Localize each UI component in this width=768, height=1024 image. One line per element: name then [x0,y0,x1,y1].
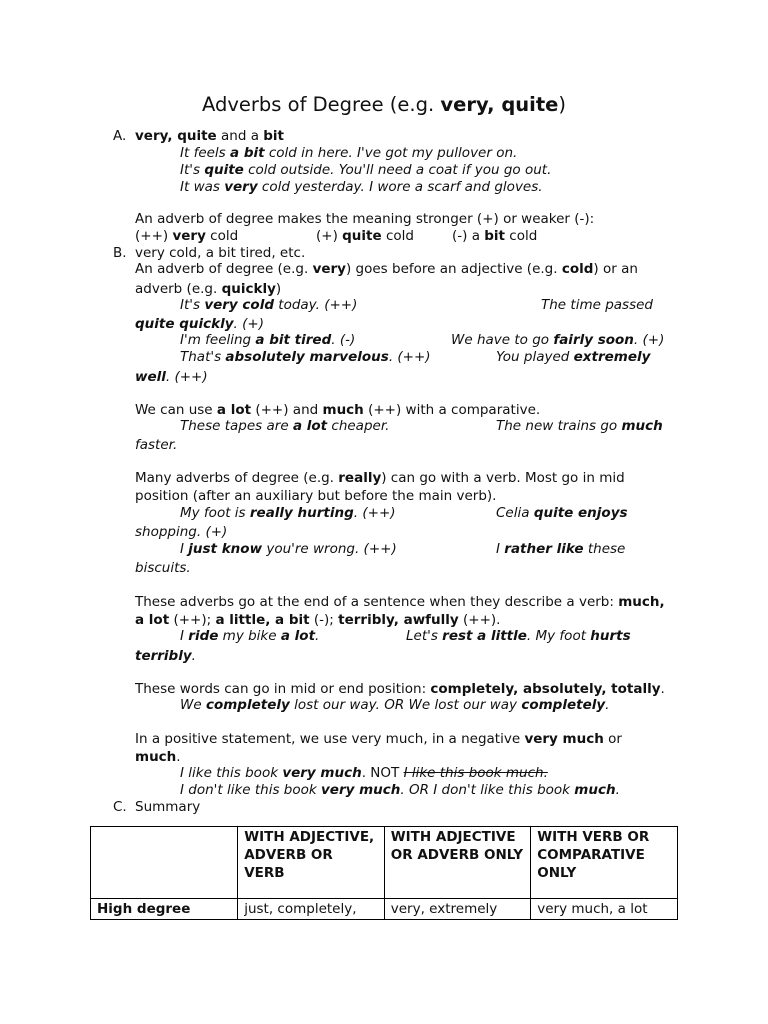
table-cell: very much, a lot [531,899,678,920]
section-b-heading: very cold, a bit tired, etc. [135,245,306,261]
example-sentence: These tapes are a lot cheaper. [180,418,390,434]
explanation-paragraph: These words can go in mid or end position: completely, absolutely, totally. [135,681,665,697]
example-sentence: I ride my bike a lot. [180,628,320,644]
degree-scale: (-) a bit cold [452,228,538,244]
section-c-heading: Summary [135,799,201,815]
example-sentence: I'm feeling a bit tired. (-) [180,332,356,348]
section-b-label: B. [113,245,127,261]
explanation-paragraph: Many adverbs of degree (e.g. really) can go with a verb. Most go in mid [135,470,625,486]
table-header-cell: WITH ADJECTIVE OR ADVERB ONLY [384,827,530,899]
table-header-cell: WITH VERB OR COMPARATIVE ONLY [531,827,678,899]
example-sentence: biscuits. [135,560,191,576]
section-a-label: A. [113,128,127,144]
example-sentence: It feels a bit cold in here. I've got my pullover on. [180,145,518,161]
summary-table [90,826,678,920]
example-sentence: My foot is really hurting. (++) [180,505,396,521]
explanation-paragraph: We can use a lot (++) and much (++) with a comparative. [135,402,541,418]
section-c-label: C. [113,799,127,815]
explanation-paragraph: In a positive statement, we use very much, in a negative very much or [135,731,622,747]
example-sentence: The time passed [541,297,653,313]
example-sentence: It's very cold today. (++) [180,297,358,313]
example-sentence: It's quite cold outside. You'll need a coat if you go out. [180,162,552,178]
example-sentence: I like this book very much. NOT I like this book much. [180,765,548,781]
explanation-paragraph: much. [135,749,181,765]
table-row [91,899,678,920]
explanation-paragraph: position (after an auxiliary but before the main verb). [135,488,497,504]
explanation-paragraph: a lot (++); a little, a bit (-); terribly, awfully (++). [135,612,501,628]
explanation-paragraph: These adverbs go at the end of a sentence when they describe a verb: much, [135,594,665,610]
example-sentence: terribly. [135,648,196,664]
explanation-paragraph: An adverb of degree (e.g. very) goes before an adjective (e.g. cold) or an [135,261,638,277]
degree-scale: (++) very cold [135,228,239,244]
example-sentence: I just know you're wrong. (++) [180,541,397,557]
example-sentence: quite quickly. (+) [135,316,264,332]
page-title: Adverbs of Degree (e.g. very, quite) [201,93,567,116]
example-sentence: I don't like this book very much. OR I don't like this book much. [180,782,620,798]
table-header-cell: WITH ADJECTIVE, ADVERB OR VERB [238,827,385,899]
example-sentence: You played extremely [496,349,651,365]
table-header-cell [91,827,238,899]
example-sentence: I rather like these [496,541,626,557]
example-sentence: The new trains go much [496,418,663,434]
explanation-paragraph: An adverb of degree makes the meaning stronger (+) or weaker (-): [135,211,595,227]
example-sentence: Celia quite enjoys [496,505,628,521]
section-a-heading: very, quite and a bit [135,128,285,144]
example-sentence: That's absolutely marvelous. (++) [180,349,431,365]
degree-scale: (+) quite cold [316,228,414,244]
example-sentence: shopping. (+) [135,524,228,540]
example-sentence: well. (++) [135,369,208,385]
example-sentence: Let's rest a little. My foot hurts [406,628,631,644]
example-sentence: We completely lost our way. OR We lost our way completely. [180,697,610,713]
example-sentence: faster. [135,437,178,453]
table-cell: very, extremely [384,899,530,920]
table-header-row [91,827,678,899]
table-cell: High degree [91,899,238,920]
explanation-paragraph: adverb (e.g. quickly) [135,281,282,297]
example-sentence: We have to go fairly soon. (+) [451,332,665,348]
table-cell: just, completely, [238,899,385,920]
example-sentence: It was very cold yesterday. I wore a scarf and gloves. [180,179,543,195]
